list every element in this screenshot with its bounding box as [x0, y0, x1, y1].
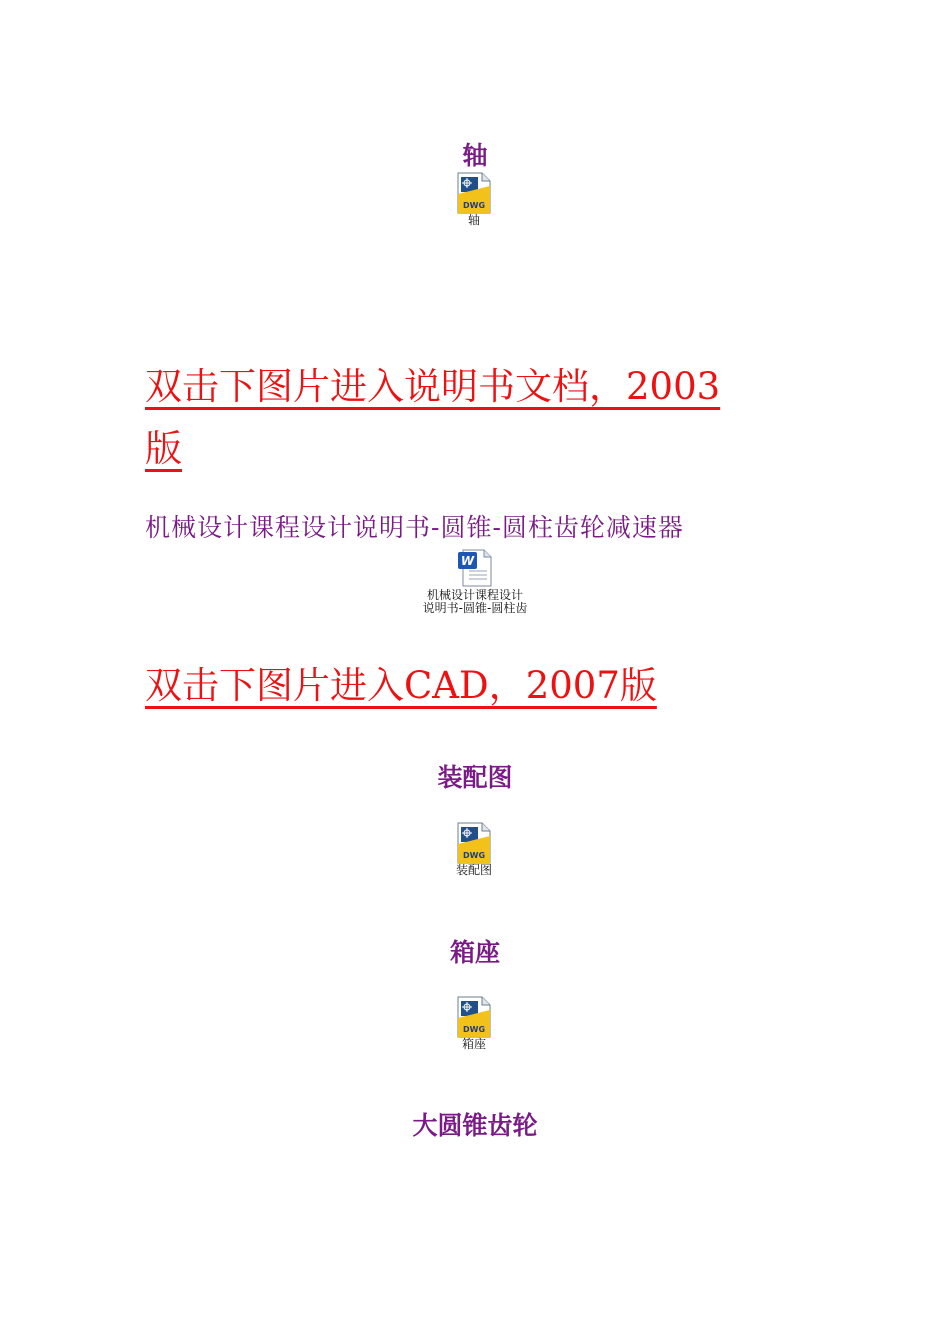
manual-link[interactable]: [145, 356, 825, 480]
svg-text:DWG: DWG: [462, 201, 486, 210]
assembly-file-caption: 装配图: [455, 863, 492, 877]
dwg-file-icon: [456, 822, 492, 864]
manual-link-line2: 版: [145, 427, 182, 470]
svg-text:DWG: DWG: [462, 851, 486, 860]
shaft-dwg-file[interactable]: [452, 172, 496, 227]
svg-text:DWG: DWG: [462, 1025, 486, 1034]
svg-text:W: W: [460, 554, 475, 568]
manual-title: 机械设计课程设计说明书-圆锥-圆柱齿轮减速器: [145, 513, 684, 542]
housing-file-caption: 箱座: [461, 1037, 486, 1051]
manual-link-line1: 双击下图片进入说明书文档，2003: [145, 365, 721, 408]
manual-file-caption: 机械设计课程设计 说明书-圆锥-圆柱齿: [422, 588, 528, 615]
dwg-file-icon: [456, 172, 492, 214]
cad-link[interactable]: 双击下图片进入CAD，2007版: [145, 664, 657, 707]
shaft-heading: 轴: [462, 141, 488, 170]
word-file-icon: [457, 549, 493, 587]
assembly-heading: 装配图: [437, 763, 513, 792]
shaft-file-caption: 轴: [467, 213, 480, 227]
housing-heading: 箱座: [449, 938, 500, 967]
housing-dwg-file[interactable]: [449, 996, 499, 1051]
assembly-dwg-file[interactable]: [445, 822, 503, 877]
manual-word-file[interactable]: [405, 549, 545, 615]
bevel-gear-heading: 大圆锥齿轮: [412, 1111, 538, 1140]
dwg-file-icon: [456, 996, 492, 1038]
